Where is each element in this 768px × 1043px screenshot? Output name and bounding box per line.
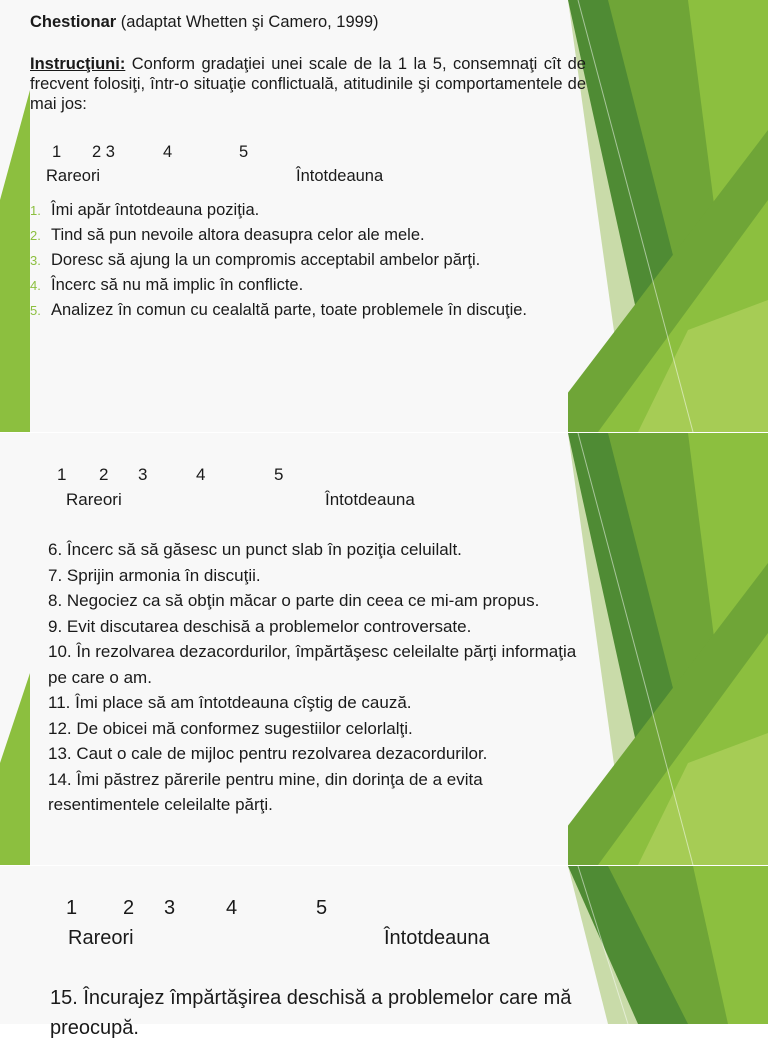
item-number: 5. [30,303,41,318]
list-item [30,275,586,295]
title-source: (adaptat Whetten şi Camero, 1999) [116,13,379,31]
scale-labels [50,923,590,953]
scale-high-label: Întotdeauna [296,167,384,185]
list-item: 12. De obicei mă conformez sugestiilor celorlalţi. [48,718,413,738]
list-item [30,250,586,270]
item-number: 2. [30,228,41,243]
list-item: 14. Îmi păstrez părerile pentru mine, din dorinţa de a evita resentimentele celeilalte părţi. [48,769,483,814]
instructions-text: Conform gradaţiei unei scale de la 1 la 5, consemnaţi cît de frecvent folosiţi, într-o situaţie conflictuală, atitudinile şi comportamentele de mai jos: [30,55,586,113]
scale-numbers [48,462,588,484]
scale-5: 5 [274,465,284,484]
slide-3-content [50,893,590,1043]
scale-1: 1 [57,465,67,484]
questionnaire-title [30,12,586,32]
item-number: 4. [30,278,41,293]
item-text: Tind să pun nevoile altora deasupra celor ale mele. [51,226,425,244]
scale-numbers [30,142,586,164]
instructions-label: Instrucţiuni: [30,55,126,73]
scale-high-label: Întotdeauna [325,490,415,509]
question-list-2 [48,537,588,818]
question-list-1 [30,200,586,320]
instructions [30,54,586,114]
scale-3: 3 [164,897,176,919]
list-item [30,225,586,245]
scale-4: 4 [226,897,238,919]
title-bold: Chestionar [30,13,117,31]
green-decoration [568,433,768,865]
slide-1-content [30,12,586,325]
item-number: 1. [30,203,41,218]
scale-low-label: Rareori [68,927,134,949]
list-item: 9. Evit discutarea deschisă a problemelor controversate. [48,616,472,636]
list-item: 7. Sprijin armonia în discuţii. [48,565,261,585]
scale-high-label: Întotdeauna [384,927,490,949]
scale-4: 4 [196,465,206,484]
scale-low-label: Rareori [66,490,122,509]
list-item: 8. Negociez ca să obţin măcar o parte din ceea ce mi-am propus. [48,591,540,610]
scale-1: 1 [52,143,62,161]
list-item [30,300,586,320]
scale-1: 1 [66,897,78,919]
list-item: 10. În rezolvarea dezacordurilor, împărtăşesc celeilalte părţi informaţia pe care o am. [48,642,577,687]
left-accent-bar [0,433,30,865]
scale-5: 5 [239,143,249,161]
scale-labels [48,484,588,509]
scale-low-label: Rareori [46,167,101,185]
left-accent-bar [0,0,30,432]
scale-2: 2 [99,465,109,484]
item-text: Doresc să ajung la un compromis acceptabil ambelor părţi. [51,251,481,269]
item-text: Analizez în comun cu cealaltă parte, toate problemele în discuţie. [51,301,528,319]
scale-5: 5 [316,897,328,919]
list-item: 15. Încurajez împărtăşirea deschisă a problemelor care mă preocupă. [50,987,572,1039]
scale-4: 4 [163,143,173,161]
item-text: Încerc să nu mă implic în conflicte. [51,276,304,294]
green-decoration [568,866,768,1024]
list-item: 6. Încerc să să găsesc un punct slab în poziţia celuilalt. [48,540,462,559]
item-number: 3. [30,253,41,268]
list-item [30,200,586,220]
item-text: Îmi apăr întotdeauna poziţia. [51,201,260,219]
green-decoration [568,0,768,432]
scale-labels [30,164,586,186]
list-item: 11. Îmi place să am întotdeauna cîştig de cauză. [48,693,412,712]
slide-2-content [48,462,588,818]
list-item: 13. Caut o cale de mijloc pentru rezolvarea dezacordurilor. [48,744,488,763]
scale-2-3: 2 3 [92,143,115,161]
question-list-3 [50,983,590,1043]
scale-3: 3 [138,465,148,484]
scale-2: 2 [123,897,135,919]
scale-numbers [50,893,590,923]
